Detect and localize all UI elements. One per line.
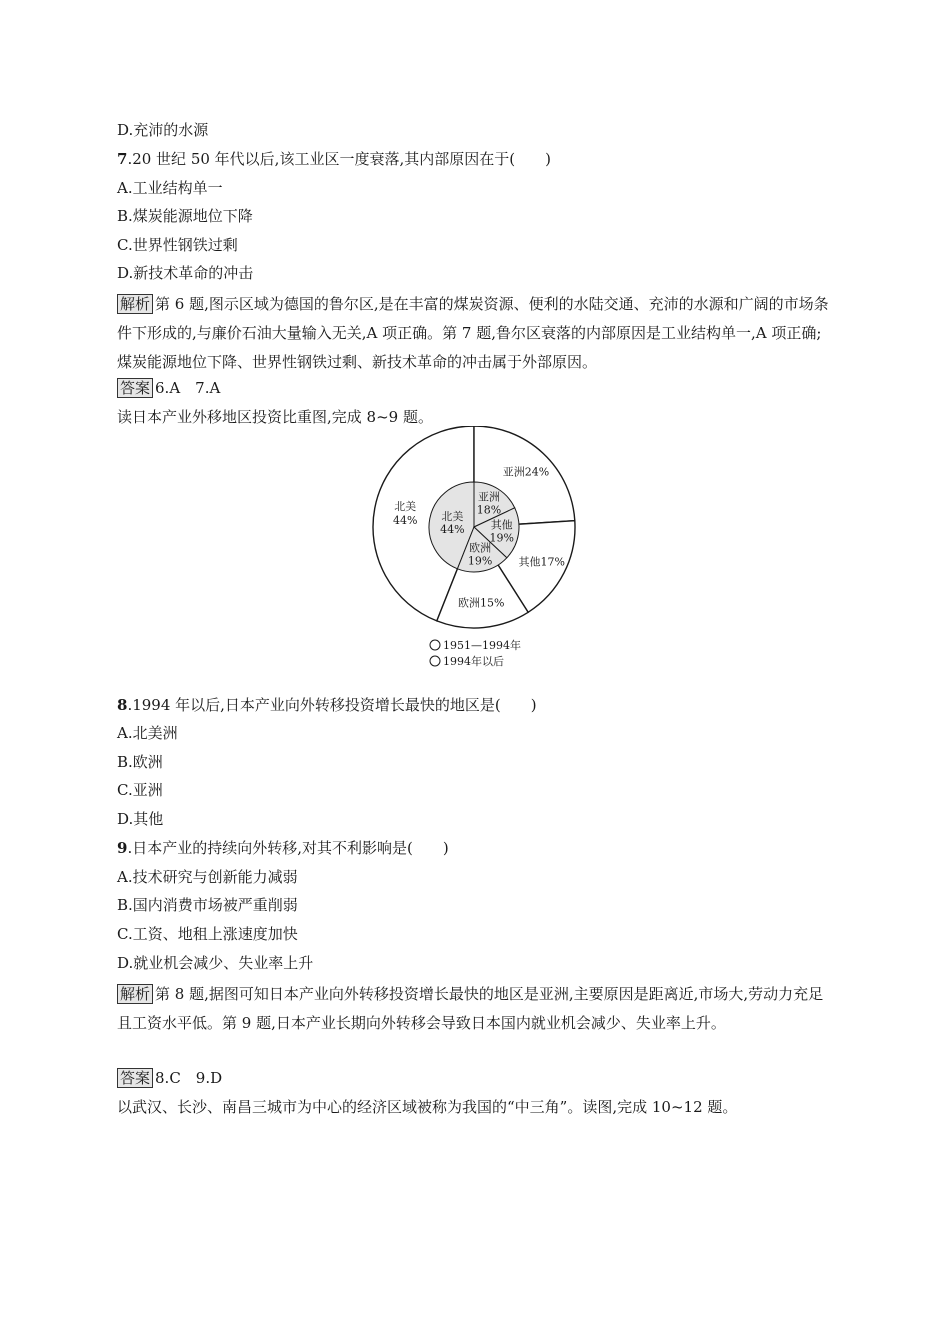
answer-text-2: 8.C 9.D	[155, 1069, 223, 1087]
analysis-text-1: 第 6 题,图示区域为德国的鲁尔区,是在丰富的煤炭资源、便利的水陆交通、充沛的水源和广阔的市场条件下形成的,与廉价石油大量输入无关,A 项正确。第 7 题,鲁尔区衰落的内部原因是工业结构单一,A 项正确;煤炭能源地位下降、世界性钢铁过剩、新技术革命的冲击属于外部原因。	[117, 295, 829, 371]
outer-label-2: 亚洲24%	[502, 465, 550, 479]
analysis-label-2: 解析	[117, 984, 153, 1004]
q9-stem	[117, 837, 449, 859]
inner-value-2: 18%	[476, 503, 502, 517]
inner-label-3: 其他	[490, 518, 513, 532]
q8-text: .1994 年以后,日本产业向外转移投资增长最快的地区是( )	[127, 696, 537, 714]
q7-option-a: A.工业结构单一	[117, 179, 223, 197]
analysis-block-1	[117, 290, 833, 377]
outer-value-1: 44%	[392, 513, 418, 527]
q9-option-c: C.工资、地租上涨速度加快	[117, 925, 298, 943]
analysis-label: 解析	[117, 294, 153, 314]
legend-inner: 1951—1994年	[443, 639, 521, 652]
intro-10-12: 以武汉、长沙、南昌三城市为中心的经济区域被称为我国的“中三角”。读图,完成 10~12 题。	[117, 1098, 738, 1116]
inner-value-4: 19%	[467, 554, 493, 568]
analysis-text-2: 第 8 题,据图可知日本产业向外转移投资增长最快的地区是亚洲,主要原因是距离近,市场大,劳动力充足且工资水平低。第 9 题,日本产业长期向外转移会导致日本国内就业机会减少、失业率上升。	[117, 985, 824, 1032]
legend-marker-outer	[430, 656, 440, 666]
q7-option-b: B.煤炭能源地位下降	[117, 207, 253, 225]
q8-option-c: C.亚洲	[117, 781, 163, 799]
q9-option-d: D.就业机会减少、失业率上升	[117, 954, 314, 972]
outer-label-3: 其他17%	[518, 555, 565, 569]
q9-number: 9	[117, 839, 128, 857]
answer-block-1	[117, 377, 220, 399]
intro-8-9: 读日本产业外移地区投资比重图,完成 8~9 题。	[117, 408, 433, 426]
legend-marker-inner	[430, 640, 440, 650]
q8-option-a: A.北美洲	[117, 724, 178, 742]
answer-label: 答案	[117, 378, 153, 398]
answer-block-2	[117, 1067, 222, 1089]
answer-label-2: 答案	[117, 1068, 153, 1088]
q7-number: 7	[117, 150, 128, 168]
q8-stem	[117, 694, 537, 716]
outer-label-1: 北美	[394, 499, 417, 513]
inner-ring	[429, 482, 519, 572]
inner-label-2: 亚洲	[478, 490, 500, 504]
analysis-block-2	[117, 980, 833, 1038]
inner-label-1: 北美	[441, 509, 464, 523]
q7-text: .20 世纪 50 年代以后,该工业区一度衰落,其内部原因在于( )	[127, 150, 551, 168]
q6-option-d: D.充沛的水源	[117, 121, 209, 139]
q9-option-b: B.国内消费市场被严重削弱	[117, 896, 298, 914]
q7-stem	[117, 148, 551, 170]
inner-value-3: 19%	[489, 531, 514, 545]
legend-outer: 1994年以后	[443, 655, 504, 668]
q7-option-c: C.世界性钢铁过剩	[117, 236, 238, 254]
investment-pie-chart	[370, 426, 580, 674]
inner-label-4: 欧洲	[469, 541, 492, 555]
q8-number: 8	[117, 696, 128, 714]
q7-option-d: D.新技术革命的冲击	[117, 264, 254, 282]
chart-legend	[430, 638, 521, 668]
q8-option-b: B.欧洲	[117, 753, 163, 771]
answer-text-1: 6.A 7.A	[155, 379, 221, 397]
q9-text: .日本产业的持续向外转移,对其不利影响是( )	[127, 839, 449, 857]
outer-label-4: 欧洲15%	[457, 596, 505, 610]
q8-option-d: D.其他	[117, 810, 164, 828]
inner-value-1: 44%	[440, 522, 465, 536]
q9-option-a: A.技术研究与创新能力减弱	[117, 868, 298, 886]
